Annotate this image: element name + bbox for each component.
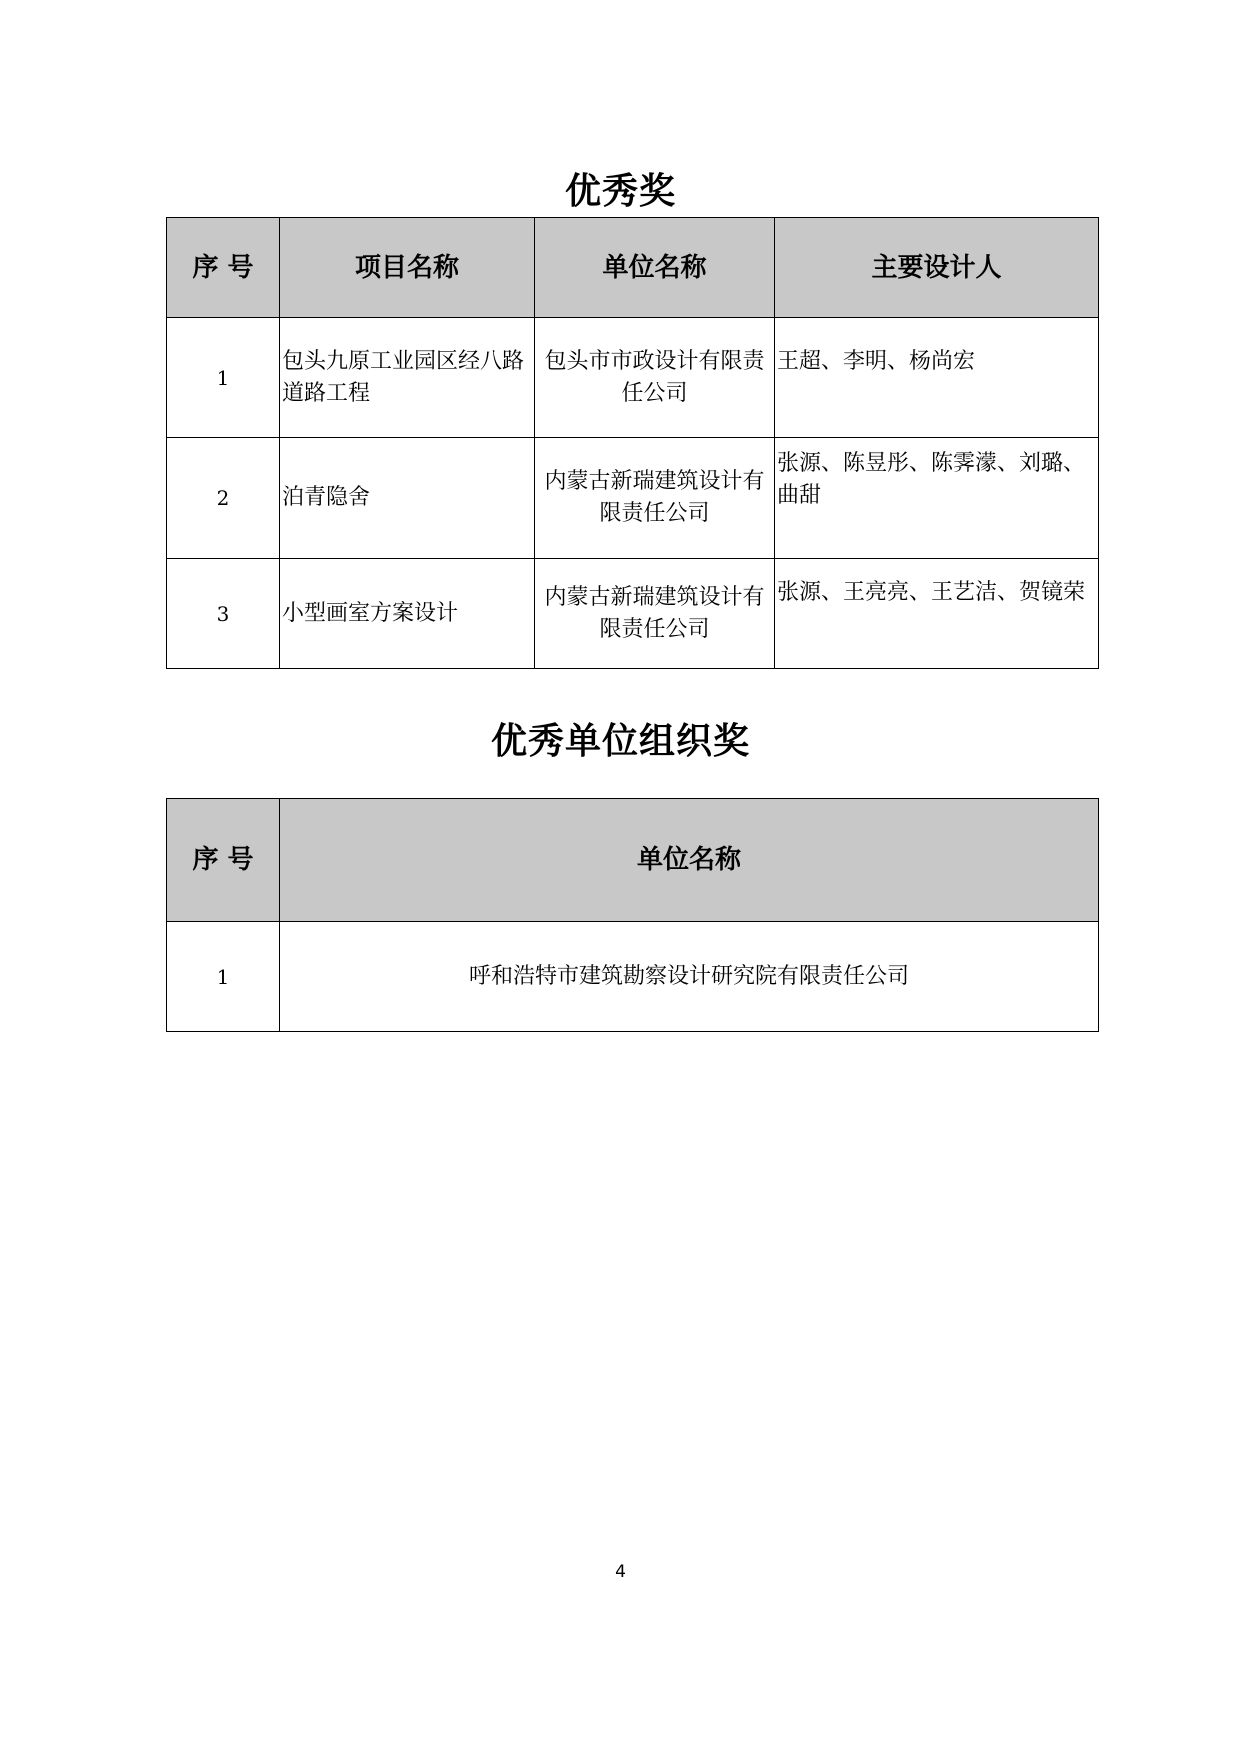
cell-project-name: 泊青隐舍 — [280, 438, 535, 559]
section-title-organization-award: 优秀单位组织奖 — [490, 721, 750, 762]
cell-project-name: 包头九原工业园区经八路道路工程 — [280, 318, 535, 438]
cell-unit-name: 包头市市政设计有限责任公司 — [535, 318, 775, 438]
cell-serial: 1 — [167, 922, 280, 1032]
section-title-excellence-award: 优秀奖 — [564, 171, 676, 212]
cell-serial: 2 — [167, 438, 280, 559]
header-unit-name: 单位名称 — [280, 799, 1099, 922]
table-row — [167, 922, 1099, 1032]
header-unit-name: 单位名称 — [535, 218, 775, 318]
cell-serial: 3 — [167, 559, 280, 669]
header-designers: 主要设计人 — [775, 218, 1099, 318]
header-project-name: 项目名称 — [280, 218, 535, 318]
cell-serial: 1 — [167, 318, 280, 438]
header-serial: 序 号 — [167, 799, 280, 922]
cell-designers: 张源、王亮亮、王艺洁、贺镜荣 — [775, 559, 1099, 669]
table-header-row — [167, 218, 1099, 318]
table-header-row — [167, 799, 1099, 922]
table-row — [167, 438, 1099, 559]
cell-unit-name: 内蒙古新瑞建筑设计有限责任公司 — [535, 559, 775, 669]
table-row — [167, 318, 1099, 438]
page-number: 4 — [615, 1562, 626, 1582]
excellence-award-table — [166, 217, 1099, 669]
cell-project-name: 小型画室方案设计 — [280, 559, 535, 669]
header-serial: 序 号 — [167, 218, 280, 318]
cell-designers: 王超、李明、杨尚宏 — [775, 318, 1099, 438]
cell-unit-name: 呼和浩特市建筑勘察设计研究院有限责任公司 — [280, 922, 1099, 1032]
table-row — [167, 559, 1099, 669]
cell-unit-name: 内蒙古新瑞建筑设计有限责任公司 — [535, 438, 775, 559]
organization-award-table — [166, 798, 1099, 1032]
cell-designers: 张源、陈昱彤、陈霁濛、刘璐、曲甜 — [775, 438, 1099, 559]
